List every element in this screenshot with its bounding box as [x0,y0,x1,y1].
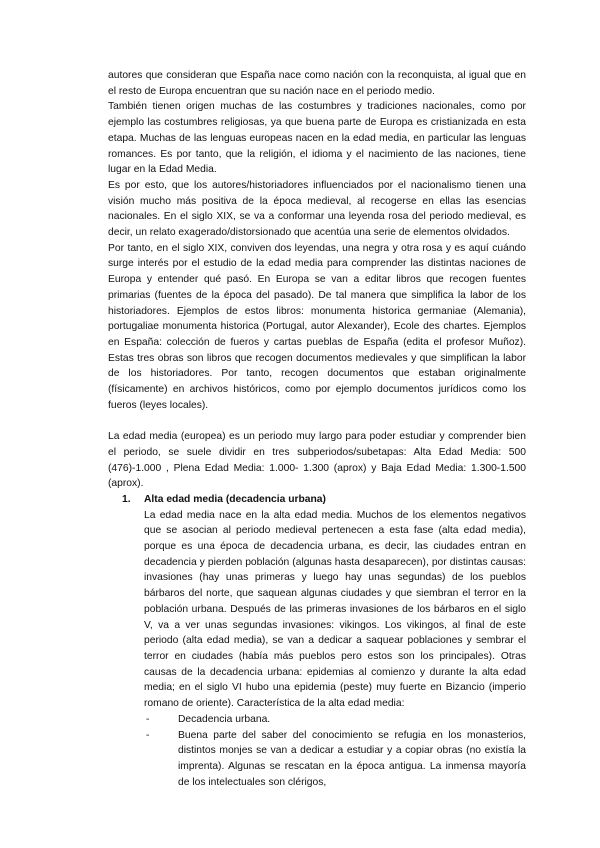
paragraph-nation-origin: autores que consideran que España nace como nación con la reconquista, al igual que en el resto de Europa encuentran que su nación nace en el periodo medio. [108,70,526,97]
bullet-decadencia [146,712,526,728]
list-item-number: 1. [122,493,131,505]
bullet-dash: - [146,713,150,725]
paragraph-periodization: La edad media (europea) es un periodo muy largo para poder estudiar y comprender bien el periodo, se suele dividir en tres subperiodos/subetapas: Alta Edad Media: 500 (476)-1.000 , Plena Edad Media: 1.000- 1.300 (aprox) y Baja Edad Media: 1.300-1.500 (aprox). [108,431,526,490]
paragraph-nationalism-view: Es por esto, que los autores/historiadores influenciados por el nacionalismo tienen una visión mucho más positiva de la época medieval, al recogerse en ellas las esencias nacionales. En el siglo XIX, se va a conformar una leyenda rosa del periodo medieval, es decir, un relato exagerado/distorsionado que acentúa una serie de elementos olvidados. [108,179,526,239]
paragraph-spacer [108,413,526,429]
bullet-dash: - [146,729,150,741]
list-item-title: Alta edad media (decadencia urbana) [144,493,326,505]
paragraph-customs-traditions: También tienen origen muchas de las costumbres y tradiciones nacionales, como por ejemplo las costumbres religiosas, ya que buena parte de Europa es cristianizada en esta etapa. Muchas de las lenguas europeas nacen en la edad media, en particular las lenguas romances. Es por tanto, que la religión, el idioma y el nacimiento de las naciones, tiene lugar en la Edad Media. [108,101,526,176]
list-item-alta-edad-media [122,492,526,790]
list-item-text: La edad media nace en la alta edad media. Muchos de los elementos negativos que se asocian al periodo medieval pertenecen a esta fase (alta edad media), porque es una época de decadencia urbana, es decir, las ciudades entran en decadencia y pierden población (algunas hasta desaparecen), por distintas causas: invasiones (hay unas primeras y luego hay unas segundas) de los pueblos bárbaros del norte, que saquean algunas ciudades y que siembran el terror en la población urbana. Después de las primeras invasiones de los bárbaros en el siglo V, va a ver unas segundas invasiones: vikingos. Los vikingos, al final de este periodo (alta edad media), se van a dedicar a saquear poblaciones y sembrar el terror en ciudades (había más pueblos pero estos son los principales). Otras causas de la decadencia urbana: epidemias al comienzo y durante la alta edad media; en el siglo VI hubo una epidemia (peste) muy fuerte en Bizancio (imperio romano de oriente). Característica de la alta edad media: [144,509,526,710]
paragraph-two-legends: Por tanto, en el siglo XIX, conviven dos leyendas, una negra y otra rosa y es aquí cuándo surge interés por el estudio de la edad media para comprender las distintas naciones de Europa y entender qué pasó. En Europa se van a editar libros que recogen fuentes primarias (fuentes de la época del pasado). De tal manera que simplifica la labor de los historiadores. Ejemplos de estos libros: monumenta historica germaniae (Alemania), portugaliae monumenta historica (Portugal, autor Alexander), Ecole des chartes. Ejemplos en España: colección de fueros y cartas pueblas de España (edita el profesor Muñoz). Estas tres obras son libros que recogen documentos medievales y que simplifican la labor de los historiadores. Por tanto, recogen documentos que estaban originalmente (físicamente) en archivos históricos, como por ejemplo documentos jurídicos como los fueros (leyes locales). [108,242,526,411]
list-item-body [144,492,526,790]
bullet-text: Decadencia urbana. [178,713,271,725]
bullet-text: Buena parte del saber del conocimiento se refugia en los monasterios, distintos monjes se van a dedicar a estudiar y a copiar obras (no existía la imprenta). Algunas se rescatan en la época antigua. La inmensa mayoría de los intelectuales son clérigos, [178,729,526,788]
bullet-monasterios [146,728,526,791]
